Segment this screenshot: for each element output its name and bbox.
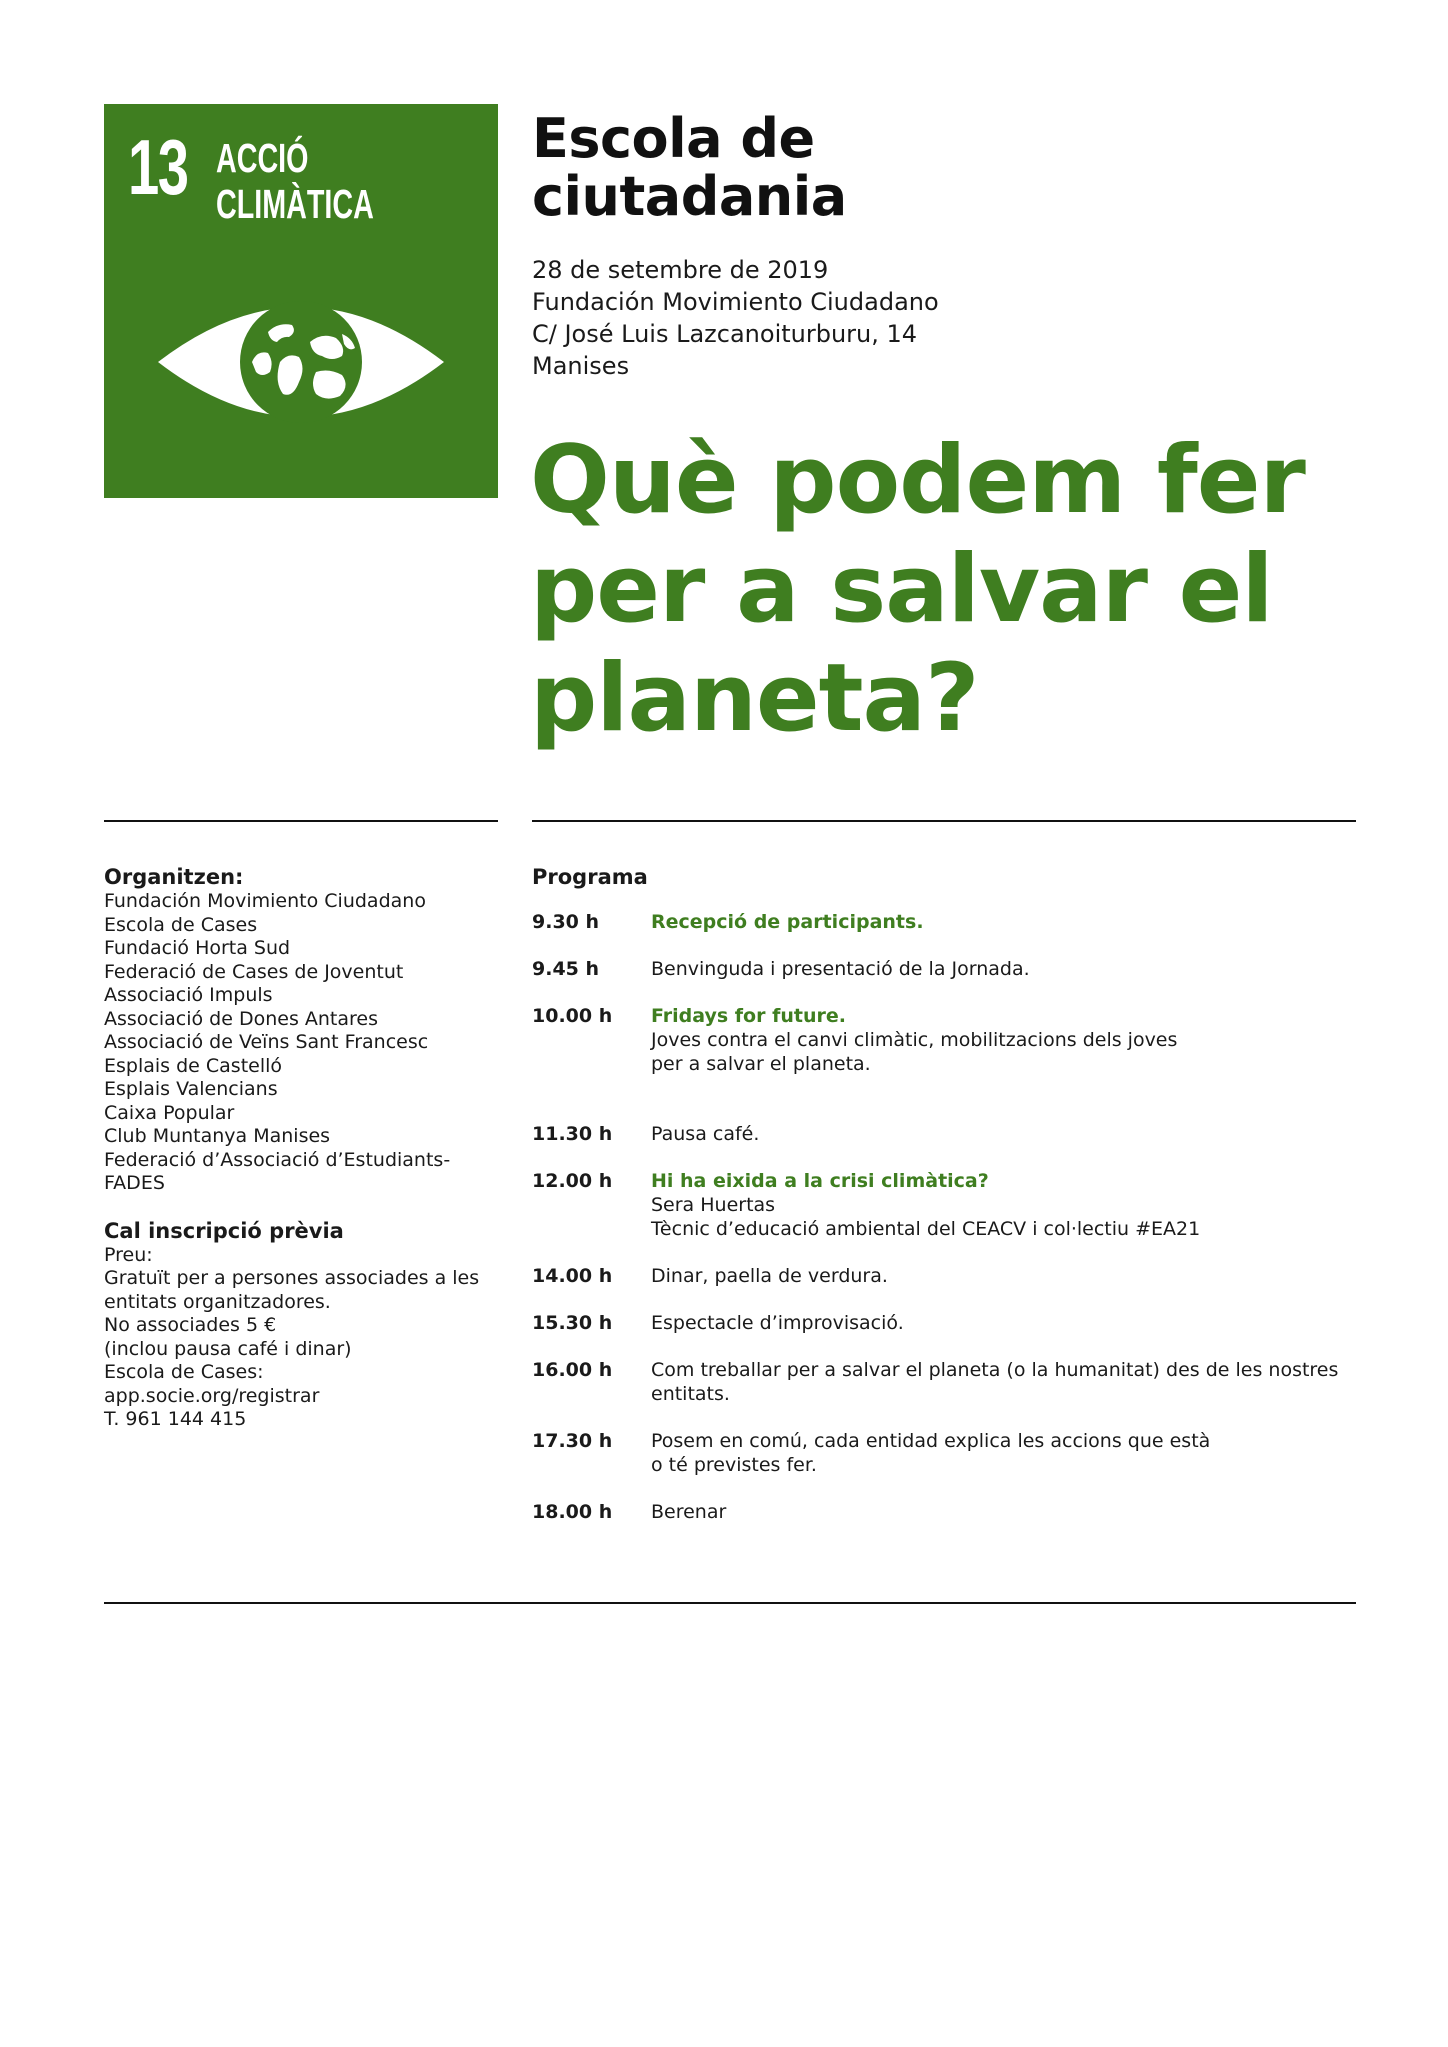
- program-description: [651, 1311, 1352, 1335]
- program-section: [532, 864, 1352, 1547]
- program-line: Dinar, paella de verdura.: [651, 1265, 888, 1287]
- program-time: 15.30 h: [532, 1312, 613, 1334]
- program-time: 14.00 h: [532, 1265, 613, 1287]
- program-description: [651, 957, 1352, 981]
- registration-line: app.socie.org/registrar: [104, 1384, 320, 1407]
- program-description: [651, 1169, 1352, 1241]
- program-description: [651, 1429, 1352, 1477]
- program-title: Recepció de participants.: [651, 911, 924, 933]
- program-list: [532, 910, 1352, 1524]
- divider-left: [104, 820, 498, 822]
- organizer-item: Fundació Horta Sud: [104, 937, 291, 959]
- event-city: Manises: [532, 352, 630, 380]
- program-time: 18.00 h: [532, 1501, 613, 1523]
- program-time: 11.30 h: [532, 1123, 613, 1145]
- event-organizer: Fundación Movimiento Ciudadano: [532, 288, 939, 316]
- organizer-item: Federació d’Associació d’Estudiants-: [104, 1148, 451, 1171]
- registration-line: T. 961 144 415: [104, 1408, 247, 1430]
- organizers-heading: Organitzen:: [104, 865, 244, 889]
- organizer-item: Esplais de Castelló: [104, 1054, 283, 1077]
- organizer-item: Escola de Cases: [104, 913, 258, 936]
- program-item: [532, 1004, 1352, 1076]
- registration-line: Escola de Cases:: [104, 1361, 264, 1383]
- event-address: C/ José Luis Lazcanoiturburu, 14: [532, 320, 918, 348]
- program-line: Benvinguda i presentació de la Jornada.: [651, 958, 1030, 980]
- program-time: 17.30 h: [532, 1430, 613, 1452]
- program-item: [532, 1122, 1352, 1146]
- organizer-item: Caixa Popular: [104, 1101, 235, 1124]
- organizer-item: Federació de Cases de Joventut: [104, 960, 404, 983]
- program-description: [651, 1358, 1352, 1406]
- sdg-label: [216, 136, 374, 228]
- school-title: Escola de ciutadania: [532, 107, 847, 228]
- program-line: Tècnic d’educació ambiental del CEACV i col·lectiu #EA21: [651, 1218, 1201, 1240]
- program-title: Fridays for future.: [651, 1005, 846, 1027]
- program-line: per a salvar el planeta.: [651, 1053, 871, 1075]
- program-time: 9.30 h: [532, 911, 600, 933]
- organizer-item: Esplais Valencians: [104, 1078, 278, 1100]
- program-item: [532, 1500, 1352, 1524]
- divider-bottom: [104, 1602, 1356, 1604]
- program-item: [532, 1311, 1352, 1335]
- program-description: [651, 910, 1352, 934]
- program-description: [651, 1004, 1352, 1076]
- organizer-item: Club Muntanya Manises: [104, 1125, 331, 1147]
- program-line: Joves contra el canvi climàtic, mobilitzacions dels joves: [651, 1029, 1178, 1051]
- program-item: [532, 1429, 1352, 1477]
- program-description: [651, 1500, 1352, 1524]
- program-description: [651, 1264, 1352, 1288]
- registration-block: [104, 1218, 504, 1432]
- sdg-number: 13: [128, 123, 188, 211]
- program-description: [651, 1122, 1352, 1146]
- program-line: Com treballar per a salvar el planeta (o la humanitat) des de les nostres entitats.: [651, 1359, 1339, 1405]
- event-date: 28 de setembre de 2019: [532, 256, 829, 284]
- sdg-label-line1: ACCIÓ: [216, 135, 309, 181]
- organizer-item: Fundación Movimiento Ciudadano: [104, 890, 426, 912]
- program-heading: Programa: [532, 865, 648, 889]
- registration-line: Gratuït per a persones associades a les entitats organitzadores.: [104, 1267, 480, 1313]
- registration-line: Preu:: [104, 1243, 153, 1266]
- registration-line: No associades 5 €: [104, 1314, 277, 1336]
- registration-line: (inclou pausa café i dinar): [104, 1337, 352, 1360]
- organizer-item: Associació de Dones Antares: [104, 1007, 379, 1030]
- program-item: [532, 1169, 1352, 1241]
- organizer-item: FADES: [104, 1172, 165, 1194]
- registration-lines: [104, 1244, 504, 1432]
- program-time: 9.45 h: [532, 958, 600, 980]
- program-time: 10.00 h: [532, 1005, 613, 1027]
- sdg-label-line2: CLIMÀTICA: [216, 180, 374, 227]
- main-question: Què podem fer per a salvar el planeta?: [530, 426, 1305, 753]
- program-item: [532, 1358, 1352, 1406]
- side-column: [104, 864, 504, 1432]
- divider-right: [532, 820, 1356, 822]
- registration-heading: Cal inscripció prèvia: [104, 1218, 344, 1243]
- program-line: Pausa café.: [651, 1123, 760, 1145]
- program-line: Posem en comú, cada entidad explica les accions que està: [651, 1430, 1211, 1452]
- program-item: [532, 957, 1352, 981]
- program-line: Berenar: [651, 1501, 727, 1523]
- program-time: 12.00 h: [532, 1170, 613, 1192]
- program-line: Espectacle d’improvisació.: [651, 1312, 904, 1334]
- sdg-13-tile: [104, 104, 498, 498]
- program-line: o té previstes fer.: [651, 1454, 817, 1476]
- program-title: Hi ha eixida a la crisi climàtica?: [651, 1170, 989, 1192]
- program-item: [532, 910, 1352, 934]
- program-time: 16.00 h: [532, 1359, 613, 1381]
- organizers-list: [104, 890, 504, 1196]
- organizer-item: Associació de Veïns Sant Francesc: [104, 1031, 429, 1053]
- program-line: Sera Huertas: [651, 1194, 776, 1216]
- organizer-item: Associació Impuls: [104, 984, 273, 1006]
- program-item: [532, 1264, 1352, 1288]
- eye-globe-icon: [156, 292, 446, 432]
- event-info: [532, 254, 939, 382]
